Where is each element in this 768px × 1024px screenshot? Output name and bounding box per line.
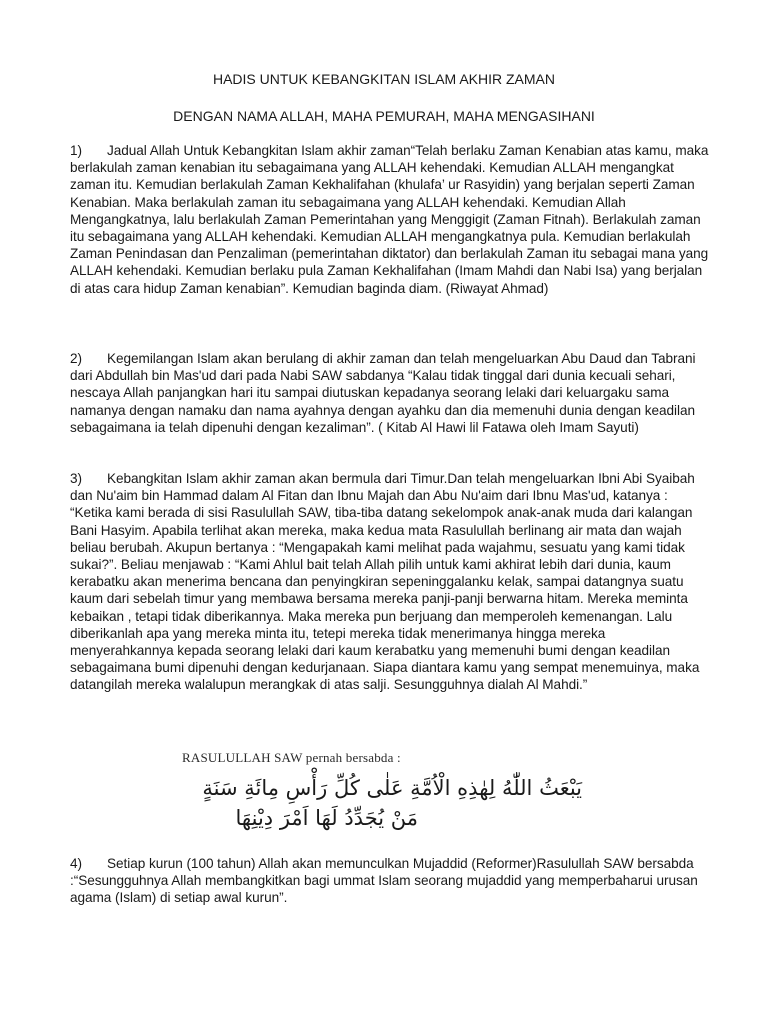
document-title: HADIS UNTUK KEBANGKITAN ISLAM AKHIR ZAMAN — [212, 71, 556, 87]
paragraph-text: Setiap kurun (100 tahun) Allah akan memunculkan Mujaddid (Reformer)Rasulullah SAW bersabda :“Sesungguhnya Allah membangkitkan bagi ummat Islam seorang mujaddid yang memperbaharui urusan agama (Islam) di setiap awal kurun”. — [70, 856, 698, 906]
paragraph-number: 1) — [70, 143, 82, 158]
arabic-text-line-2: مَنْ يُجَدِّدُ لَهَا اَمْرَ دِيْنِهَا — [235, 806, 418, 830]
paragraph-text: Kegemilangan Islam akan berulang di akhir zaman dan telah mengeluarkan Abu Daud dan Tabrani dari Abdullah bin Mas'ud dari pada Nabi SAW sabdanya “Kalau tidak tinggal dari dunia kecuali sehari, nescaya Allah panjangkan hari itu sampai diutuskan kepadanya seorang lelaki dari keluargaku sama namanya dengan namaku dan nama ayahnya dengan ayahku dan dia memenuhi dunia dengan keadilan sebagaimana ia telah dipenuhi dengan kezaliman”. ( Kitab Al Hawi lil Fatawa oleh Imam Sayuti) — [70, 351, 696, 435]
paragraph-4 — [70, 855, 710, 907]
paragraph-text: Kebangkitan Islam akhir zaman akan bermula dari Timur.Dan telah mengeluarkan Ibni Abi Syaibah dan Nu'aim bin Hammad dalam Al Fitan dan Ibnu Majah dan Abu Nu'aim dari Ibnu Mas'ud, katanya : “Ketika kami berada di sisi Rasulullah SAW, tiba-tiba datang sekelompok anak-anak muda dari kalangan Bani Hasyim. Apabila terlihat akan mereka, maka kedua mata Rasulullah berlinang air mata dan wajah beliau berubah. Akupun bertanya : “Mengapakah kami melihat pada wajahmu, sesuatu yang kami tidak sukai?”. Beliau menjawab : “Kami Ahlul bait telah Allah pilih untuk kami akhirat lebih dari dunia, kaum kerabatku akan menerima bencana dan penyingkiran sepeninggalanku kelak, sampai datangnya suatu kaum dari sebelah timur yang membawa bersama mereka panji-panji berwarna hitam. Mereka meminta kebaikan , tetapi tidak diberikannya. Maka mereka pun berjuang dan memperoleh kemenangan. Lalu diberikanlah apa yang mereka minta itu, tetepi mereka tidak menerimanya hingga mereka menyerahkannya kepada seorang lelaki dari kaum kerabatku yang memenuhi bumi dengan keadilan sebagaimana bumi dipenuhi dengan kedurjanaan. Siapa diantara kamu yang sempat menemuinya, maka datangilah mereka walalupun merangkak di atas salji. Sesungguhnya dialah Al Mahdi.” — [70, 471, 700, 693]
paragraph-1 — [70, 142, 710, 297]
image-caption: RASULULLAH SAW pernah bersabda : — [182, 750, 401, 765]
hadith-arabic-image — [176, 746, 594, 838]
arabic-text-line-1: يَبْعَثُ اللّٰهُ لِهٰذِهِ الْاُمَّةِ عَلٰى كُلِّ رَأْسِ مِائَةِ سَنَةٍ — [202, 776, 582, 800]
paragraph-number: 2) — [70, 351, 82, 366]
paragraph-2 — [70, 350, 710, 436]
document-subtitle: DENGAN NAMA ALLAH, MAHA PEMURAH, MAHA MENGASIHANI — [173, 108, 595, 124]
paragraph-3 — [70, 470, 710, 694]
paragraph-number: 3) — [70, 471, 82, 486]
paragraph-number: 4) — [70, 856, 82, 871]
paragraph-text: Jadual Allah Untuk Kebangkitan Islam akhir zaman“Telah berlaku Zaman Kenabian atas kamu, maka berlakulah zaman kenabian itu sebagaimana yang ALLAH kehendaki. Kemudian ALLAH mengangkat zaman itu. Kemudian berlakulah Zaman Kekhalifahan (khulafa’ ur Rasyidin) yang berjalan seperti Zaman Kenabian. Maka berlakulah zaman itu sebagaimana yang ALLAH kehendaki. Kemudian Allah Mengangkatnya, lalu berlakulah Zaman Pemerintahan yang Menggigit (Zaman Fitnah). Berlakulah zaman itu sebagaimana yang ALLAH kehendaki. Kemudian ALLAH mengangkatnya pula. Kemudian berlakulah Zaman Penindasan dan Penzaliman (pemerintahan diktator) dan berlakulah Zaman itu sebagai mana yang ALLAH kehendaki. Kemudian berlaku pula Zaman Kekhalifahan (Imam Mahdi dan Nabi Isa) yang berjalan di atas cara hidup Zaman kenabian”. Kemudian baginda diam. (Riwayat Ahmad) — [70, 143, 709, 296]
